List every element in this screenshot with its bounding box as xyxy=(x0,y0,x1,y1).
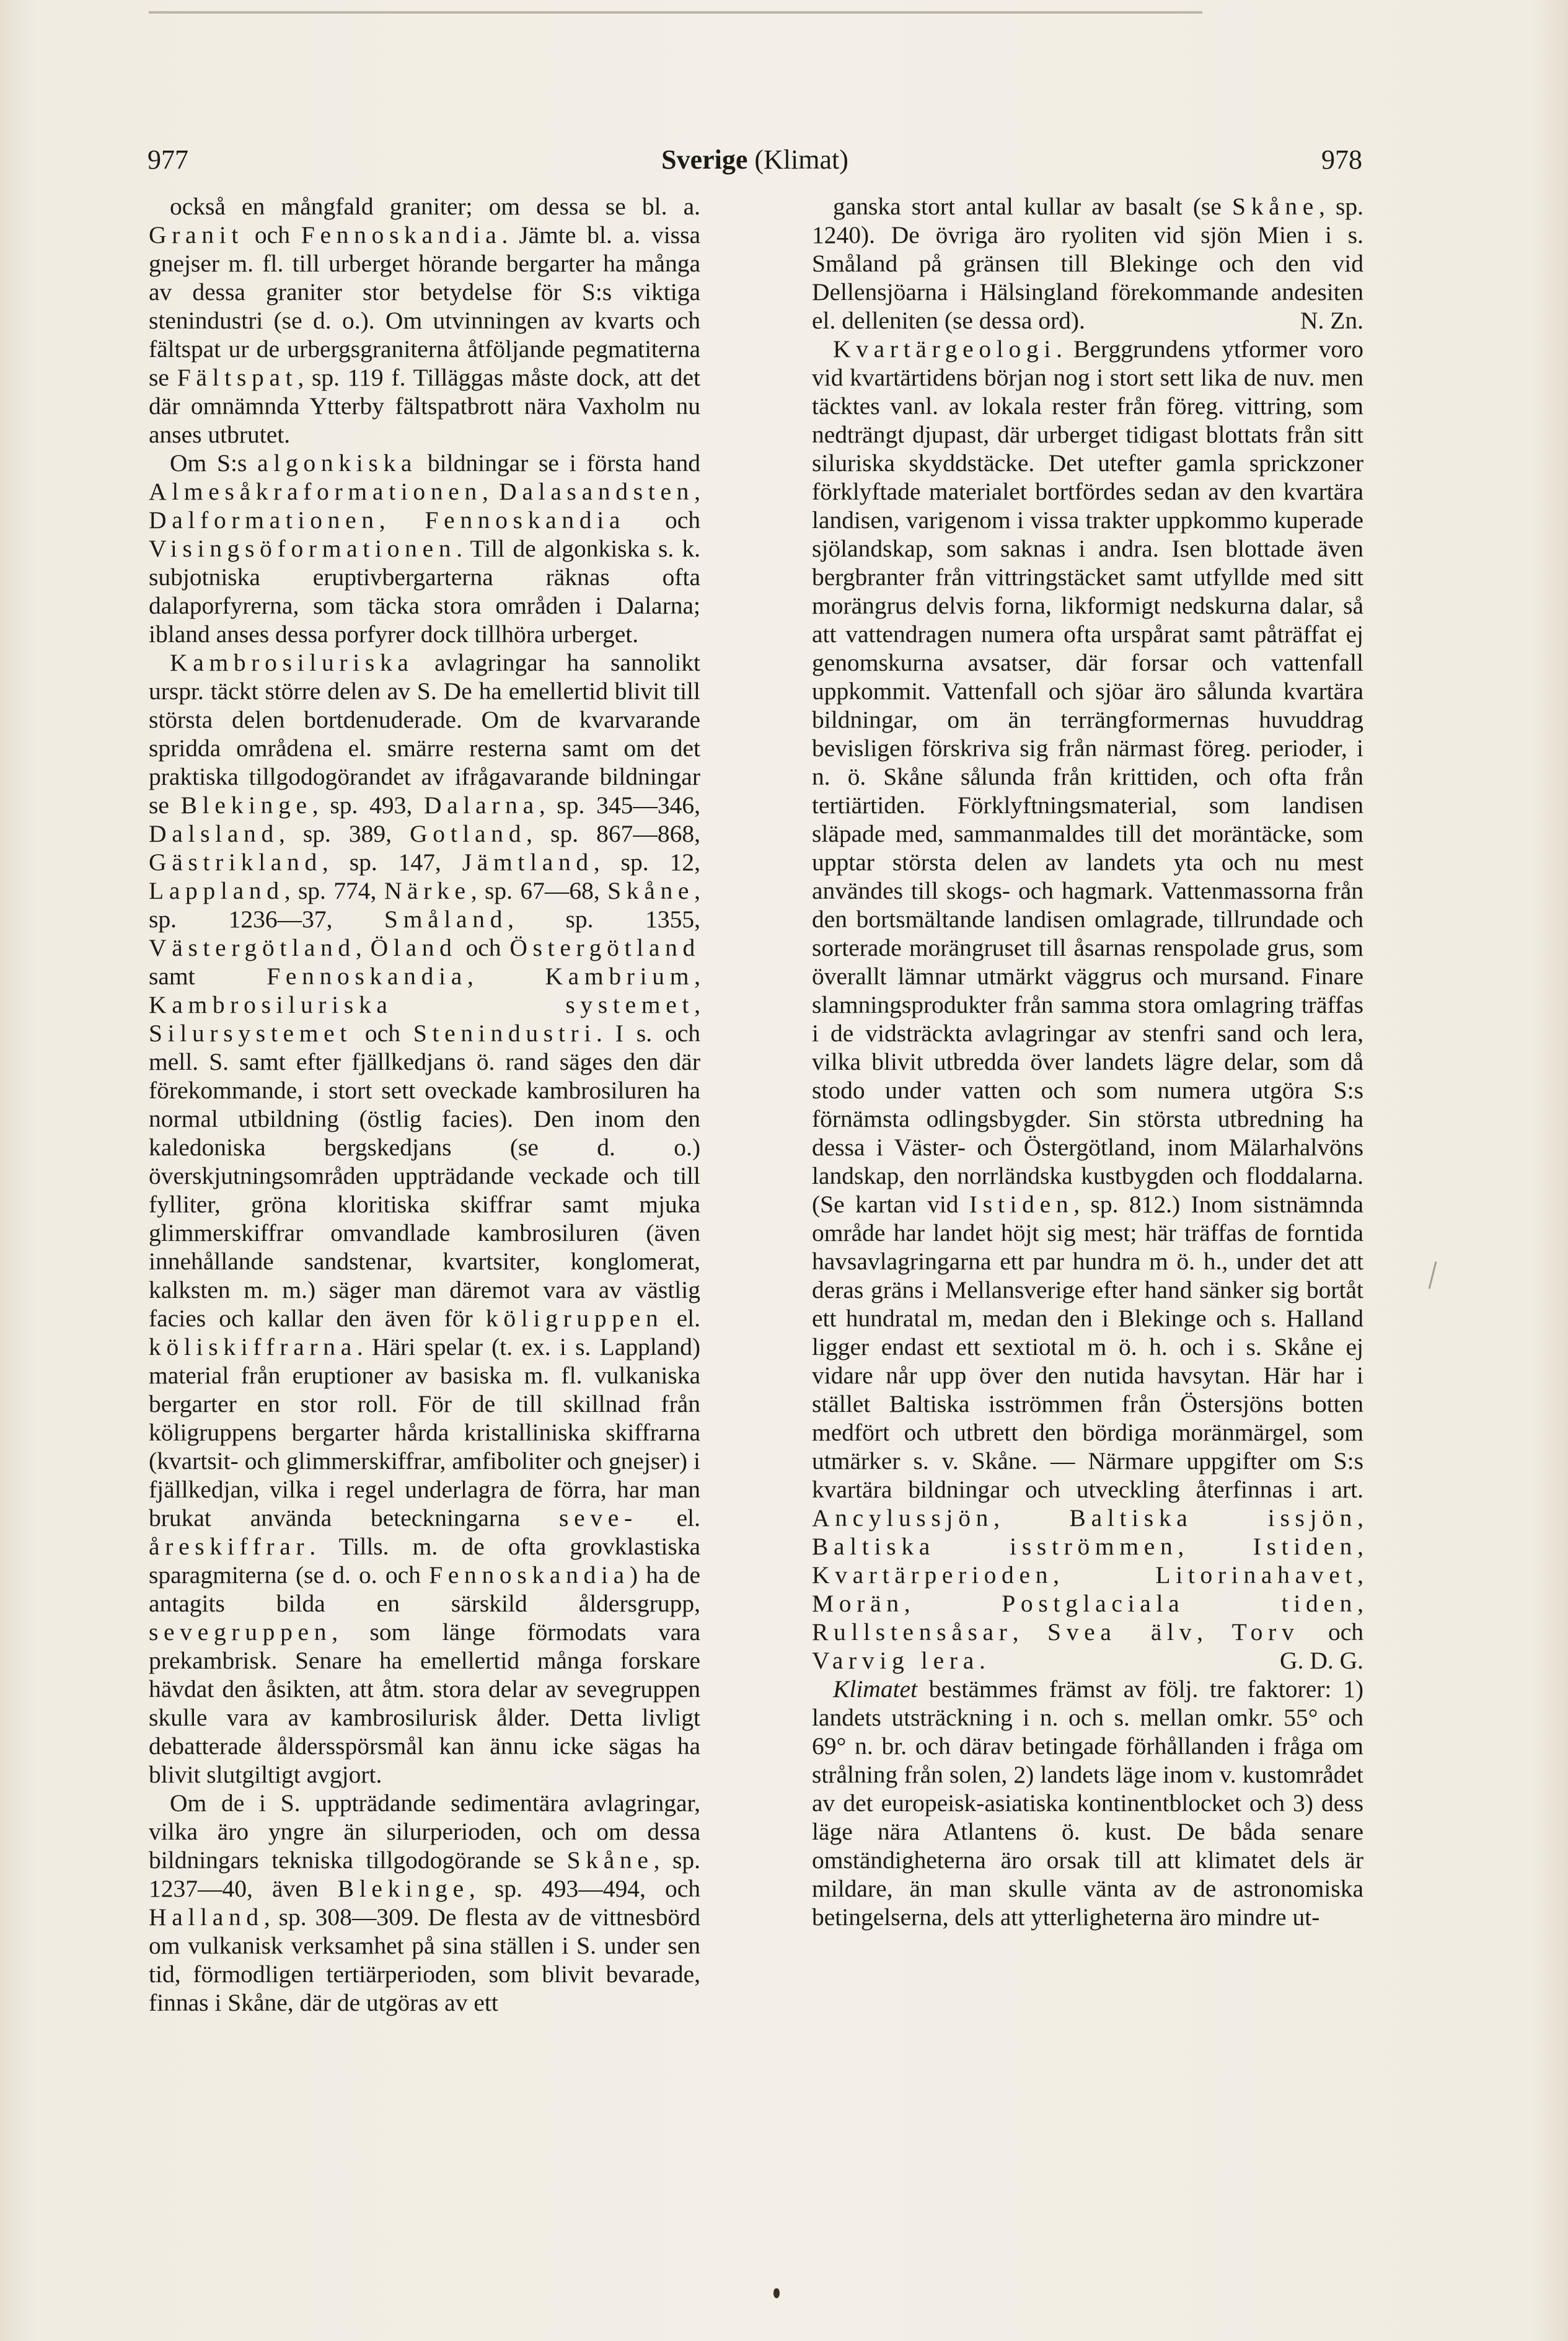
cross-reference: Skåne xyxy=(566,1846,654,1874)
text-column-right xyxy=(812,192,1363,1931)
text-run: Om de i S. uppträdande sedimentära avlagringar, vilka äro yngre än silurperioden, och om dessa bildningars tekniska tillgodogörande se xyxy=(149,1789,700,1874)
cross-reference: Gotland xyxy=(410,820,527,847)
text-run: el. xyxy=(663,1305,700,1332)
text-run: Om S:s xyxy=(170,449,258,477)
cross-reference: algonkiska xyxy=(257,449,418,477)
cross-reference: Litorinahavet xyxy=(1155,1561,1358,1589)
text-run: och xyxy=(1299,1618,1363,1646)
page-number-right: 978 xyxy=(1321,144,1362,175)
author-signature: N. Zn. xyxy=(1300,307,1363,334)
cross-reference: Kvartärgeologi xyxy=(833,335,1057,363)
running-title xyxy=(148,144,1362,175)
text-run: , xyxy=(694,478,700,505)
text-run: , xyxy=(1357,1590,1363,1617)
text-run: , sp. 1236—37, xyxy=(149,877,700,933)
cross-reference: Dalformationen xyxy=(149,506,379,534)
paragraph xyxy=(812,335,1363,1675)
text-run: . I s. och mell. S. samt efter fjällkedjans ö. rand säges den där förekommande, i stort sett oveckade kambrosiluren ha normal utbildning (östlig facies). Den inom den kaledoniska bergskedjans (se d. o.) överskjutningsområden uppträdande veckade och till fylliter, gröna kloritiska skiffrar samt mjuka glimmerskiffrar omvandlade kambrosiluren (även innehållande sandstenar, kvartsiter, konglomerat, kalksten m. m.) säger man däremot vara av västlig facies och kallar den även för xyxy=(149,1020,700,1332)
paragraph xyxy=(149,449,700,648)
text-run: , sp. 308—309. De flesta av de vittnesbörd om vulkanisk verksamhet på sina ställen i S. under sen tid, förmodligen tertiärperioden, som blivit bevarade, finnas i Skåne, där de utgöras av ett xyxy=(149,1903,700,2016)
text-run: , xyxy=(694,963,700,990)
cross-reference: Lappland xyxy=(149,877,284,904)
cross-reference: köliskiffrarna xyxy=(149,1333,357,1360)
text-run: och xyxy=(625,506,700,534)
cross-reference: sevegruppen xyxy=(149,1618,332,1646)
ink-spot xyxy=(773,2288,780,2298)
section-lead: Klimatet xyxy=(833,1675,918,1703)
cross-reference: Istiden xyxy=(1253,1533,1358,1560)
cross-reference: Blekinge xyxy=(337,1875,469,1902)
cross-reference: Istiden xyxy=(969,1191,1074,1218)
cross-reference: Stenindustri xyxy=(413,1020,597,1047)
text-run: , sp. 1240). De övriga äro ryoliten vid sjön Mien i s. Småland på gränsen till Blekinge och den vid Dellensjöarna i Hälsingland förekommande andesiten el. delleniten (se dessa ord). xyxy=(812,193,1363,334)
text-run: . Berggrundens ytformer voro vid kvartärtidens början nog i stort sett lika de nuv. men täcktes vanl. av lokala rester från föreg. vittring, som nedträngt djupast, där urberget tidigast blottats från sitt siluriska skyddstäcke. Det utefter gamla sprickzoner förklyftade materialet bortfördes sedan av den kvartära landisen, varigenom i vissa trakter uppkommo kuperade sjölandskap, som saknas i andra. Isen blottade även bergbranter från vittringstäcket samt utfyllde med sitt morängrus delvis forna, likformigt nedskurna dalar, så att vattendragen numera ofta urspårat samt påträffat ej genomskurna avsatser, där forsar och vattenfall uppkommit. Vattenfall och sjöar äro sålunda kvartära bildningar, om än terrängformernas huvuddrag bevisligen förskriva sig från närmast föreg. perioder, i n. ö. Skåne sålunda från krittiden, och ofta från tertiärtiden. Förklyftningsmaterial, som landisen släpade med, sammanmaldes till det moräntäcke, som upptar största delen av landets yta och nu mest användes till skogs- och hagmark. Vattenmassorna från den bortsmältande landisen omlagrade, tillrundade och sorterade morängruset till åsarnas renspolade grus, som överallt lämnar utmärkt väggrus och mursand. Finare slamningsprodukter från samma stora omlagring träffas i de vidsträckta avlagringar av stenfri sand och lera, vilka blivit utbredda över landets lägre delar, som då stodo under vatten och som numera utgöra S:s förnämsta odlingsbygder. Sin största utbredning ha dessa i Väster- och Östergötland, inom Mälarhalvöns landskap, den norrländska kustbygden och floddalarna. (Se kartan vid xyxy=(812,335,1363,1218)
cross-reference: Dalsland xyxy=(149,820,279,847)
cross-reference: Rullstensåsar xyxy=(812,1618,1013,1646)
cross-reference: Fennoskandia xyxy=(301,221,502,249)
text-run: och xyxy=(457,934,510,961)
paragraph xyxy=(149,192,700,449)
cross-reference: Östergötland xyxy=(509,934,700,961)
text-run: , xyxy=(379,506,425,534)
text-run: ganska stort antal kullar av basalt (se xyxy=(833,193,1233,220)
cross-reference: Skåne xyxy=(1232,193,1319,220)
text-run: och xyxy=(352,1020,413,1047)
cross-reference: Baltiska issjön xyxy=(1069,1504,1358,1532)
text-run: , xyxy=(1357,1561,1363,1589)
cross-reference: seve- xyxy=(559,1504,638,1532)
text-run: , sp. 67—68, xyxy=(470,877,608,904)
text-run: , sp. 867—868, xyxy=(526,820,701,847)
text-run: . Till de algonkiska s. k. subjotniska eruptivbergarterna räknas ofta dalaporfyrerna, som täcka stora områden i Dalarna; ibland anses dessa porfyrer dock tillhöra urberget. xyxy=(149,535,700,648)
cross-reference: Visingsöformationen xyxy=(149,535,457,562)
cross-reference: Fältspat xyxy=(177,364,298,391)
cross-reference: Kambrosiluriska xyxy=(170,649,414,676)
paragraph xyxy=(812,192,1363,335)
cross-reference: Fennoskandia xyxy=(266,963,467,990)
running-title-main: Sverige xyxy=(661,144,748,175)
text-run: , xyxy=(1012,1618,1048,1646)
cross-reference: Postglaciala tiden xyxy=(1002,1590,1358,1617)
paragraph xyxy=(812,1675,1363,1931)
text-run: , xyxy=(1357,1533,1363,1560)
text-run: , xyxy=(1357,1504,1363,1532)
cross-reference: Dalarna xyxy=(423,791,539,819)
text-run: , xyxy=(904,1590,1002,1617)
text-run: och xyxy=(244,221,301,249)
text-run: . Häri spelar (t. ex. i s. Lappland) material från eruptioner av basiska m. fl. vulkaniska bergarter en stor roll. För de till skillnad från köligruppens bergarter hårda kristalliniska skiffrarna (kvartsit- och glimmerskiffrar, amfiboliter och gnejser) i fjällkedjan, vilka i regel underlagra de förra, har man brukat använda beteckningarna xyxy=(149,1333,700,1532)
text-run: bestämmes främst av följ. tre faktorer: 1) landets utsträckning i n. och s. mellan omkr. 55° och 69° n. br. och därav betingade förhållanden i fråga om strålning från solen, 2) landets läge inom v. kustområdet av det europeisk-asiatiska kontinentblocket och 3) dess läge nära Atlantens ö. kust. De båda senare omständigheterna äro orsak till att klimatet dels är mildare, än man skulle vänta av de astronomiska betingelserna, dels att ytterligheterna äro mindre ut- xyxy=(812,1675,1363,1931)
text-run: , xyxy=(694,991,700,1018)
cross-reference: Västergötland xyxy=(149,934,356,961)
text-run: , xyxy=(467,963,545,990)
paragraph xyxy=(149,648,700,1789)
text-run: , xyxy=(1178,1533,1253,1560)
text-run: , xyxy=(1053,1561,1156,1589)
paragraph xyxy=(149,1789,700,2017)
text-run: , sp. 389, xyxy=(278,820,410,847)
cross-reference: Baltiska isströmmen xyxy=(812,1533,1178,1560)
cross-reference: Närke xyxy=(384,877,471,904)
cross-reference: Kvartärperioden xyxy=(812,1561,1054,1589)
cross-reference: Svea älv xyxy=(1047,1618,1197,1646)
cross-reference: köligruppen xyxy=(485,1305,664,1332)
cross-reference: Småland xyxy=(384,906,508,933)
text-run: , xyxy=(355,934,371,961)
text-run: . Tills. m. de ofta grovklastiska sparagmiterna (se d. o. och xyxy=(149,1533,700,1589)
text-run: också en mångfald graniter; om dessa se bl. a. xyxy=(170,193,700,220)
text-run: . xyxy=(979,1647,985,1674)
cross-reference: Fennoskandia xyxy=(425,506,626,534)
cross-reference: Torv xyxy=(1231,1618,1300,1646)
text-run: , sp. 774, xyxy=(284,877,384,904)
cross-reference: Halland xyxy=(149,1903,264,1931)
text-run: , sp. 147, xyxy=(322,849,462,876)
text-run: , sp. 12, xyxy=(593,849,700,876)
text-run: ) ha de antagits bilda en särskild åldersgrupp, xyxy=(149,1561,701,1617)
text-run: , sp. 493—494, och xyxy=(469,1875,700,1902)
text-run: , sp. 345—346, xyxy=(539,791,701,819)
text-run: , sp. 1355, xyxy=(508,906,700,933)
cross-reference: Gästrikland xyxy=(149,849,322,876)
cross-reference: Morän xyxy=(812,1590,904,1617)
cross-reference: Kambrium xyxy=(545,963,695,990)
text-run: samt xyxy=(149,963,267,990)
top-edge-line xyxy=(149,11,1202,14)
cross-reference: Ancylussjön xyxy=(812,1504,994,1532)
cross-reference: Skåne xyxy=(607,877,695,904)
cross-reference: Varvig lera xyxy=(812,1647,979,1674)
text-run: , xyxy=(993,1504,1070,1532)
cross-reference: Granit xyxy=(149,221,244,249)
text-run: , som länge förmodats vara prekambrisk. Senare ha emellertid många forskare hävdat den åsikten, att åtm. stora delar av sevegruppen skulle vara av kambrosilurisk ålder. Detta livligt debatterade åldersspörsmål kan ännu icke sägas ha blivit slutgiltigt avgjort. xyxy=(149,1618,700,1788)
cross-reference: Öland xyxy=(370,934,457,961)
text-run: , xyxy=(482,478,500,505)
margin-mark xyxy=(1429,1261,1437,1289)
cross-reference: åreskiffrar xyxy=(149,1533,310,1560)
page-number-left: 977 xyxy=(148,144,188,175)
page-header xyxy=(148,144,1362,181)
text-run: bildningar se i första hand xyxy=(417,449,700,477)
text-run: avlagringar ha sannolikt urspr. täckt större delen av S. De ha emellertid blivit till största delen bortdenuderade. Om de kvarvarande spridda områdena el. smärre resterna samt om det praktiska tillgodogörandet av ifrågavarande bildningar se xyxy=(149,649,700,819)
cross-reference: Jämtland xyxy=(462,849,594,876)
running-title-sub: (Klimat) xyxy=(754,144,848,175)
cross-reference: Kambrosiluriska systemet xyxy=(149,991,695,1018)
text-run: . Jämte bl. a. vissa gnejser m. fl. till urberget hörande bergarter ha många av dessa graniter stor betydelse för S:s viktiga stenindustri (se d. o.). Om utvinningen av kvarts och fältspat ur de urbergsgraniterna åtföljande pegmatiterna se xyxy=(149,221,700,391)
text-run: , sp. 493, xyxy=(312,791,424,819)
cross-reference: Almesåkraformationen xyxy=(149,478,482,505)
cross-reference: Fennoskandia xyxy=(429,1561,630,1589)
text-column-left xyxy=(149,192,700,2017)
text-run: , sp. 1237—40, även xyxy=(149,1846,700,1902)
text-run: , xyxy=(1197,1618,1232,1646)
text-run: el. xyxy=(637,1504,700,1532)
cross-reference: Dalasandsten xyxy=(499,478,695,505)
cross-reference: Silursystemet xyxy=(149,1020,353,1047)
text-run: , sp. 812.) Inom sistnämnda område har landet höjt sig mest; här träffas de forntida havsavlagringarna ett par hundra m ö. h., under det att deras gräns i Mellansverige efter hand sänker sig bortåt ett hundratal m, medan den i Blekinge och s. Halland ligger endast ett sextiotal m ö. h. och i s. Skåne ej vidare når upp över den nutida havsytan. Här har i stället Baltiska isströmmen från Östersjöns botten medfört och utbrett den bördiga moränmärgel, som utmärker s. v. Skåne. — Närmare uppgifter om S:s kvartära bildningar och utveckling återfinnas i art. xyxy=(812,1191,1363,1503)
text-run: , sp. 119 f. Tilläggas måste dock, att det där omnämnda Ytterby fältspatbrott nära Vaxholm nu anses utbrutet. xyxy=(149,364,700,448)
cross-reference: Blekinge xyxy=(180,791,312,819)
author-signature: G. D. G. xyxy=(1280,1647,1363,1674)
